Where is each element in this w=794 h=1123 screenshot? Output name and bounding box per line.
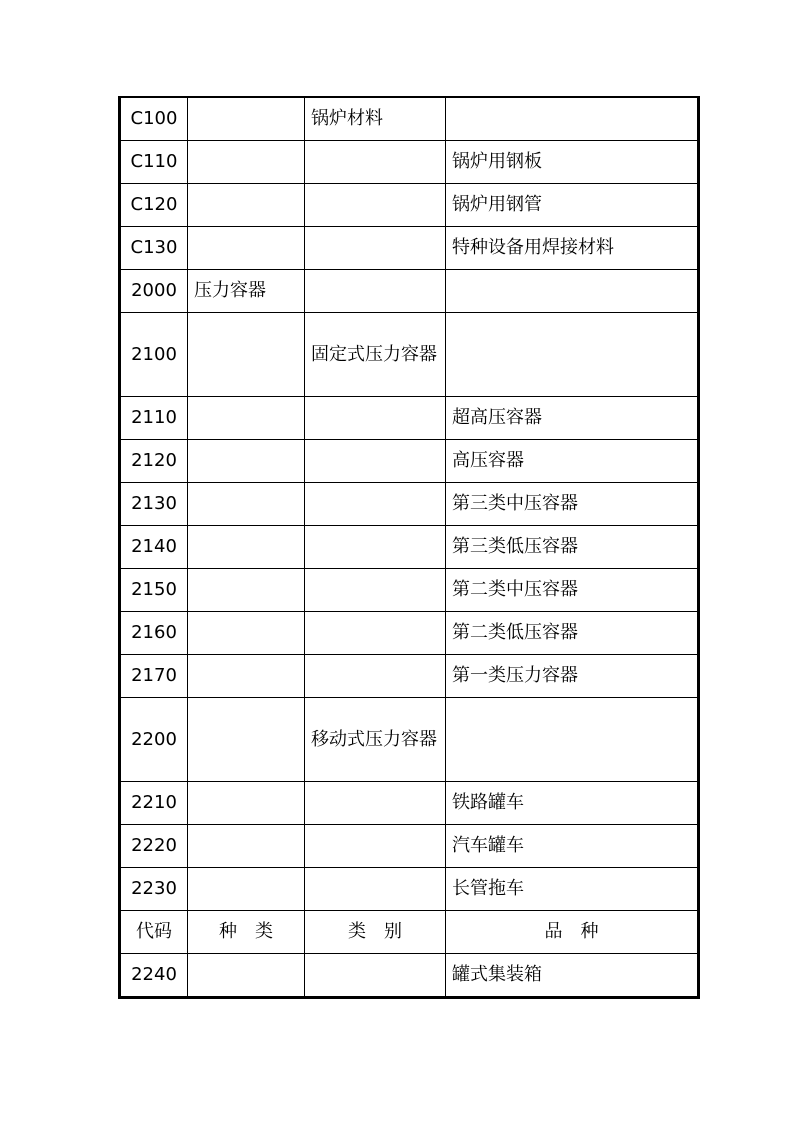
table-row [120, 825, 699, 868]
table-row [120, 782, 699, 825]
cell-variety: 铁路罐车 [446, 782, 699, 825]
cell-kind [188, 612, 305, 655]
table-row [120, 440, 699, 483]
cell-category: 固定式压力容器 [305, 313, 446, 397]
cell-code: 2140 [120, 526, 188, 569]
cell-category [305, 227, 446, 270]
cell-code: 2220 [120, 825, 188, 868]
table-row [120, 141, 699, 184]
table-row [120, 270, 699, 313]
cell-kind [188, 954, 305, 998]
cell-category [305, 868, 446, 911]
cell-variety: 锅炉用钢板 [446, 141, 699, 184]
cell-variety: 超高压容器 [446, 397, 699, 440]
table-row [120, 483, 699, 526]
cell-kind [188, 569, 305, 612]
cell-code: 2170 [120, 655, 188, 698]
cell-category [305, 184, 446, 227]
cell-variety: 高压容器 [446, 440, 699, 483]
cell-category [305, 825, 446, 868]
cell-variety: 第二类中压容器 [446, 569, 699, 612]
cell-code: C130 [120, 227, 188, 270]
cell-category [305, 483, 446, 526]
cell-variety: 汽车罐车 [446, 825, 699, 868]
cell-code: C120 [120, 184, 188, 227]
cell-kind [188, 483, 305, 526]
cell-category [305, 612, 446, 655]
cell-code: 2120 [120, 440, 188, 483]
cell-code: 2210 [120, 782, 188, 825]
cell-kind: 压力容器 [188, 270, 305, 313]
cell-kind [188, 698, 305, 782]
cell-kind [188, 97, 305, 141]
cell-category [305, 141, 446, 184]
table-row [120, 397, 699, 440]
cell-category [305, 569, 446, 612]
cell-variety: 第一类压力容器 [446, 655, 699, 698]
cell-kind [188, 868, 305, 911]
cell-code: 2160 [120, 612, 188, 655]
table-row [120, 97, 699, 141]
header-variety: 品 种 [446, 911, 699, 954]
cell-variety [446, 270, 699, 313]
cell-kind [188, 141, 305, 184]
cell-variety: 罐式集装箱 [446, 954, 699, 998]
cell-category [305, 270, 446, 313]
cell-kind [188, 440, 305, 483]
cell-code: 2240 [120, 954, 188, 998]
cell-code: 2150 [120, 569, 188, 612]
cell-category: 锅炉材料 [305, 97, 446, 141]
table-row [120, 954, 699, 998]
table-header-row [120, 911, 699, 954]
cell-variety: 长管拖车 [446, 868, 699, 911]
cell-kind [188, 655, 305, 698]
header-kind: 种 类 [188, 911, 305, 954]
table-body [120, 97, 699, 998]
cell-category [305, 397, 446, 440]
cell-variety [446, 698, 699, 782]
cell-variety [446, 313, 699, 397]
table-row [120, 612, 699, 655]
cell-category [305, 655, 446, 698]
table-row [120, 313, 699, 397]
cell-variety: 特种设备用焊接材料 [446, 227, 699, 270]
equipment-code-table [118, 96, 700, 999]
table-row [120, 526, 699, 569]
cell-code: C100 [120, 97, 188, 141]
cell-kind [188, 397, 305, 440]
cell-kind [188, 184, 305, 227]
table-row [120, 184, 699, 227]
cell-category [305, 782, 446, 825]
cell-kind [188, 782, 305, 825]
cell-code: 2200 [120, 698, 188, 782]
header-code: 代码 [120, 911, 188, 954]
table-row [120, 655, 699, 698]
table-row [120, 868, 699, 911]
cell-variety [446, 97, 699, 141]
cell-code: 2000 [120, 270, 188, 313]
cell-category [305, 440, 446, 483]
cell-variety: 第三类中压容器 [446, 483, 699, 526]
cell-kind [188, 313, 305, 397]
cell-kind [188, 227, 305, 270]
cell-code: 2230 [120, 868, 188, 911]
cell-kind [188, 825, 305, 868]
cell-code: 2130 [120, 483, 188, 526]
table-row [120, 227, 699, 270]
cell-category: 移动式压力容器 [305, 698, 446, 782]
cell-variety: 锅炉用钢管 [446, 184, 699, 227]
cell-kind [188, 526, 305, 569]
table-row [120, 569, 699, 612]
cell-category [305, 954, 446, 998]
cell-code: C110 [120, 141, 188, 184]
cell-variety: 第三类低压容器 [446, 526, 699, 569]
cell-code: 2110 [120, 397, 188, 440]
header-category: 类 别 [305, 911, 446, 954]
table-row [120, 698, 699, 782]
cell-variety: 第二类低压容器 [446, 612, 699, 655]
cell-code: 2100 [120, 313, 188, 397]
cell-category [305, 526, 446, 569]
